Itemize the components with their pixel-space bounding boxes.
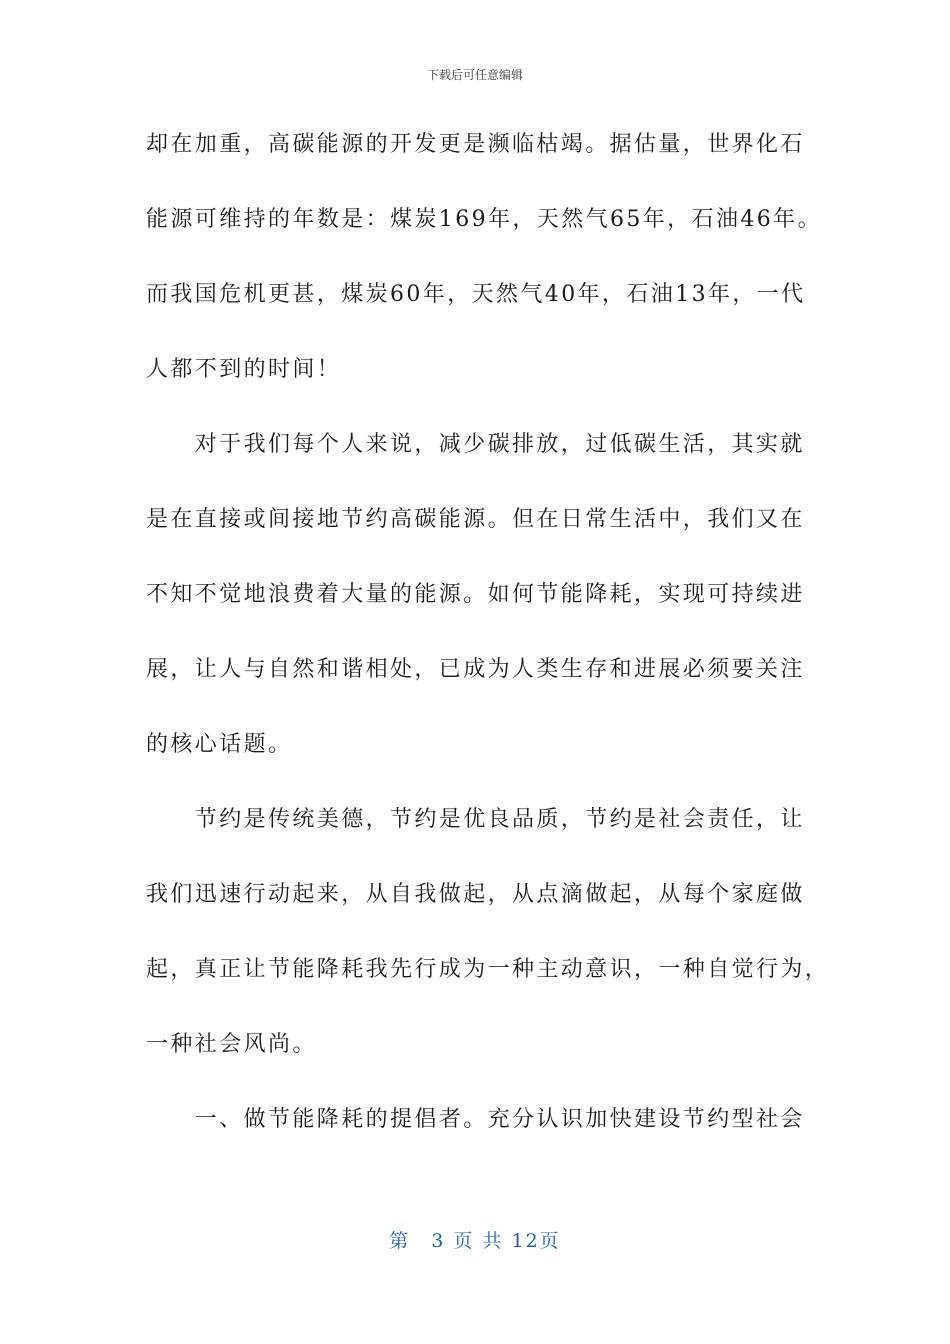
text-line: 的核心话题。 [146, 732, 293, 757]
text-line: 起，真正让节能降耗我先行成为一种主动意识，一种自觉行为， [146, 957, 830, 982]
text-line: 对于我们每个人来说，减少碳排放，过低碳生活，其实就 [146, 432, 805, 457]
page-footer: 第 3 页 共 12页 [389, 1230, 561, 1252]
text-line: 一、做节能降耗的提倡者。充分认识加快建设节约型社会 [146, 1107, 805, 1132]
text-line: 是在直接或间接地节约高碳能源。但在日常生活中，我们又在 [146, 507, 805, 532]
page-header: 下载后可任意编辑 [426, 68, 523, 82]
text-line: 不知不觉地浪费着大量的能源。如何节能降耗，实现可持续进 [146, 582, 805, 607]
text-line: 人都不到的时间！ [146, 357, 342, 382]
text-line: 能源可维持的年数是：煤炭169年，天然气65年，石油46年。 [146, 207, 822, 232]
text-line: 一种社会风尚。 [146, 1032, 317, 1057]
text-line: 我们迅速行动起来，从自我做起，从点滴做起，从每个家庭做 [146, 882, 805, 907]
text-line: 而我国危机更甚，煤炭60年，天然气40年，石油13年，一代 [146, 282, 806, 307]
text-line: 却在加重，高碳能源的开发更是濒临枯竭。据估量，世界化石 [146, 132, 805, 157]
text-line: 节约是传统美德，节约是优良品质，节约是社会责任，让 [146, 807, 805, 832]
text-line: 展，让人与自然和谐相处，已成为人类生存和进展必须要关注 [146, 657, 805, 682]
